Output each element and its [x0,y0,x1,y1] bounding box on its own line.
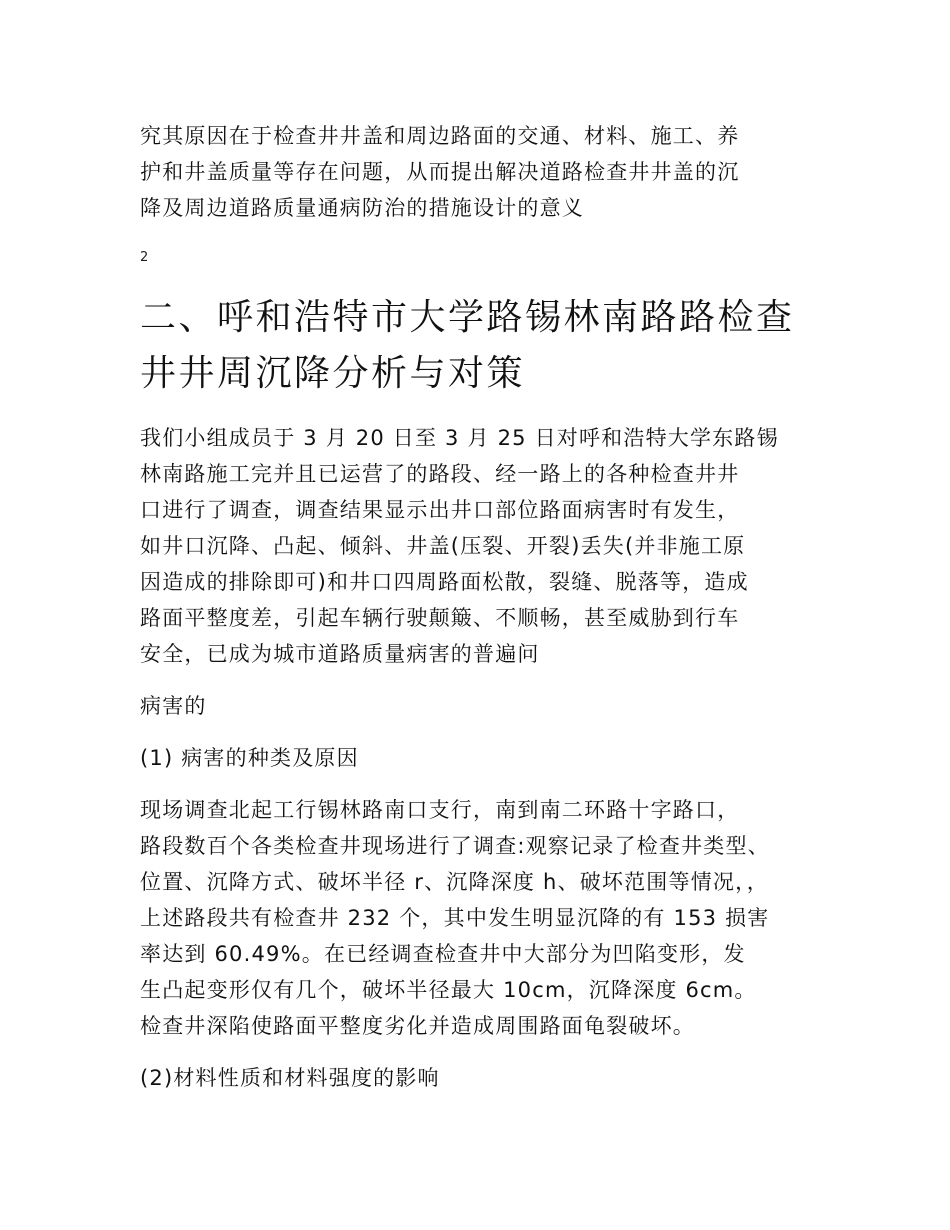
text-line: 我们小组成员于 3 月 20 日至 3 月 25 日对呼和浩特大学东路锡 [140,426,779,450]
text-line: 生凸起变形仅有几个，破坏半径最大 10cm，沉降深度 6cm。 [140,978,757,1002]
document-page [140,118,840,1096]
subheading-materials: (2)材料性质和材料强度的影响 [140,1066,440,1090]
text-line: 上述路段共有检查井 232 个，其中发生明显沉降的有 153 损害 [140,906,770,930]
intro-paragraph [140,118,840,226]
survey-paragraph [140,420,840,672]
heading-line: 二、呼和浩特市大学路锡林南路路检查 [140,297,795,338]
text-line: 位置、沉降方式、破坏半径 r、沉降深度 h、破坏范围等情况，， [140,870,769,894]
text-line: 护和井盖质量等存在问题，从而提出解决道路检查井井盖的沉 [140,160,740,184]
text-line: 口进行了调查，调查结果显示出井口部位路面病害时有发生， [140,498,740,522]
text-line: 率达到 60.49%。在已经调查检查井中大部分为凹陷变形，发 [140,942,746,966]
text-line: 降及周边道路质量通病防治的措施设计的意义 [140,196,584,220]
detail-paragraph [140,792,840,1044]
text-line: 现场调查北起工行锡林路南口支行，南到南二环路十字路口， [140,798,740,822]
page-number: 2 [140,250,149,265]
text-line: 究其原因在于检查井井盖和周边路面的交通、材料、施工、养 [140,124,740,148]
heading-line: 井井周沉降分析与对策 [140,353,526,394]
text-line: 如井口沉降、凸起、倾斜、井盖(压裂、开裂)丢失(并非施工原 [140,534,746,558]
text-line: 检查井深陷使路面平整度劣化并造成周围路面龟裂破坏。 [140,1014,695,1038]
section-heading [140,290,840,402]
text-line: 路面平整度差，引起车辆行驶颠簸、不顺畅，甚至威胁到行车 [140,606,740,630]
subheading-causes: (1) 病害的种类及原因 [140,746,359,770]
text-line: 林南路施工完并且已运营了的路段、经一路上的各种检查井井 [140,462,740,486]
short-paragraph: 病害的 [140,694,207,718]
text-line: 因造成的排除即可)和井口四周路面松散，裂缝、脱落等，造成 [140,570,749,594]
text-line: 安全，已成为城市道路质量病害的普遍问 [140,642,540,666]
text-line: 路段数百个各类检查井现场进行了调查:观察记录了检查井类型、 [140,834,770,858]
